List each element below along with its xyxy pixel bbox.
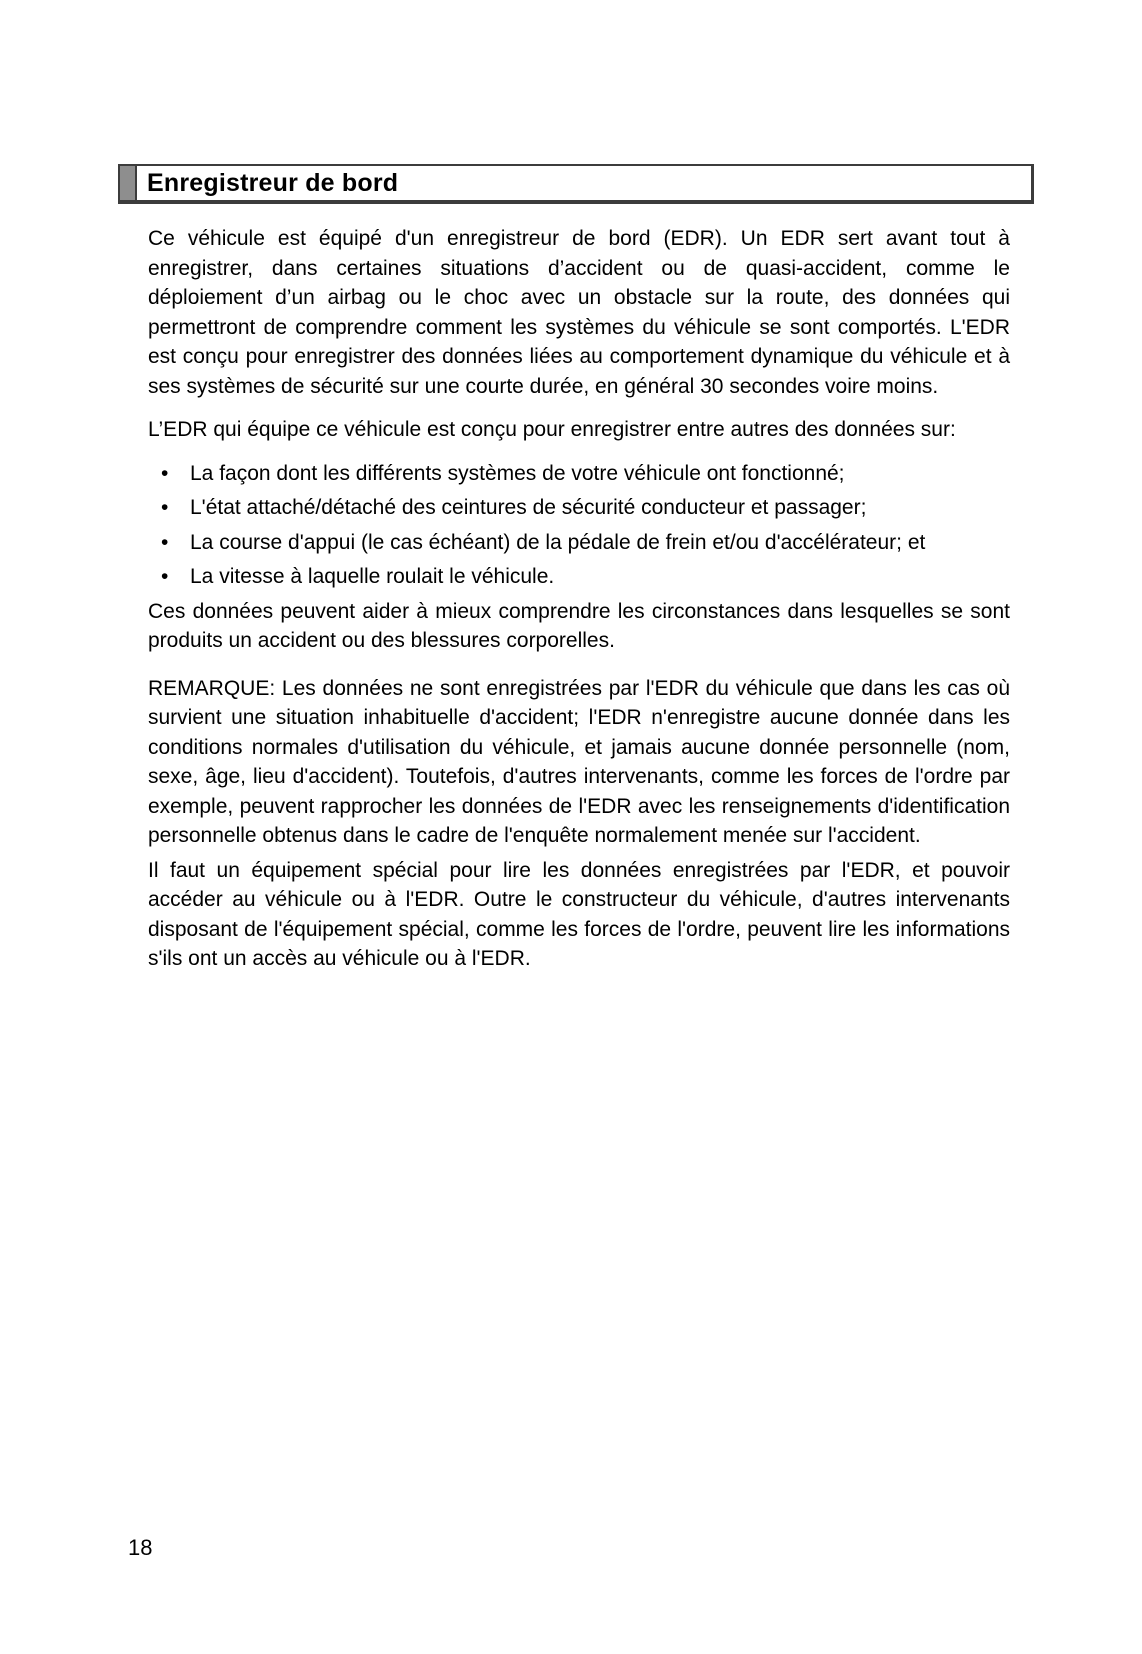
paragraph-intro: Ce véhicule est équipé d'un enregistreur de bord (EDR). Un EDR sert avant tout à enregistrer, dans certaines situations d’accident ou de quasi-accident, comme le déploiement d’un airbag ou le choc avec un obstacle sur la route, des données qui permettront de comprendre comment les systèmes du véhicule se sont comportés. L'EDR est conçu pour enregistrer des données liées au comportement dynamique du véhicule et à ses systèmes de sécurité sur une courte durée, en général 30 secondes voire moins. (148, 227, 1010, 398)
page-number: 18 (128, 1535, 153, 1560)
bullet-icon: • (161, 496, 169, 519)
section-header (118, 164, 1034, 204)
paragraph-remark: REMARQUE: Les données ne sont enregistrées par l'EDR du véhicule que dans les cas où survient une situation inhabituelle d'accident; l'EDR n'enregistre aucune donnée dans les conditions normales d'utilisation du véhicule, et jamais aucune donnée personnelle (nom, sexe, âge, lieu d'accident). Toutefois, d'autres intervenants, comme les forces de l'ordre par exemple, peuvent rapprocher les données de l'EDR avec les renseignements d'identification personnelle obtenus dans le cadre de l'enquête normalement menée sur l'accident. (148, 676, 1010, 847)
list-item-text: La course d'appui (le cas échéant) de la pédale de frein et/ou d'accélérateur; et (190, 530, 926, 554)
paragraph-circumstances: Ces données peuvent aider à mieux comprendre les circonstances dans lesquelles se sont produits un accident ou des blessures corporelles. (148, 599, 1010, 652)
list-item (148, 459, 1010, 489)
list-item (148, 528, 1010, 558)
list-item (148, 493, 1010, 523)
list-item-text: La façon dont les différents systèmes de votre véhicule ont fonctionné; (190, 461, 845, 485)
bullet-icon: • (161, 461, 169, 485)
bullet-icon: • (161, 565, 169, 588)
section-tab-bar (120, 166, 137, 200)
paragraph-equipment: Il faut un équipement spécial pour lire les données enregistrées par l'EDR, et pouvoir accéder au véhicule ou à l'EDR. Outre le constructeur du véhicule, d'autres intervenants disposant de l'équipement spécial, comme les forces de l'ordre, peuvent lire les informations s'ils ont un accès au véhicule ou à l'EDR. (148, 858, 1010, 970)
bullet-list (148, 459, 1010, 592)
page-content (148, 224, 1010, 974)
list-item-text: L'état attaché/détaché des ceintures de sécurité conducteur et passager; (190, 496, 867, 519)
list-item-text: La vitesse à laquelle roulait le véhicule. (190, 565, 555, 588)
section-title: Enregistreur de bord (147, 168, 399, 197)
list-item (148, 562, 1010, 592)
paragraph-records-intro: L’EDR qui équipe ce véhicule est conçu pour enregistrer entre autres des données sur: (148, 418, 956, 441)
bullet-icon: • (161, 530, 169, 554)
